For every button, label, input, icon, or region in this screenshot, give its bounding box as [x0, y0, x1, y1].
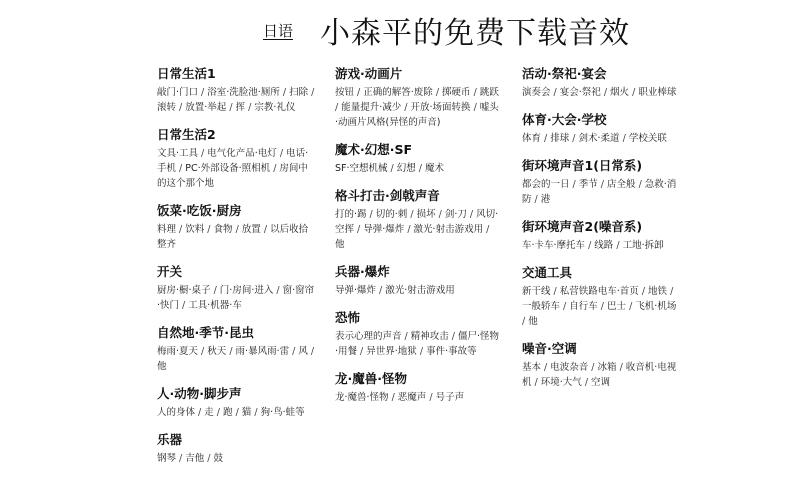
- category-title[interactable]: 乐器: [157, 432, 183, 447]
- subcategory-link[interactable]: 敲门·门口: [157, 87, 199, 98]
- subcategory-link[interactable]: 魔术: [425, 163, 445, 174]
- category-title[interactable]: 街环境声音2(噪音系): [522, 219, 643, 234]
- separator: /: [204, 453, 214, 464]
- separator: /: [226, 346, 236, 357]
- subcategory-link[interactable]: 扫除: [289, 87, 309, 98]
- subcategory-link[interactable]: 表示心理的声音: [335, 331, 402, 342]
- subcategory-link[interactable]: 风: [298, 346, 308, 357]
- subcategory-link[interactable]: 导弹·爆炸: [363, 224, 405, 235]
- subcategory-link[interactable]: 店全般: [607, 179, 636, 190]
- subcategory-list: [335, 85, 501, 130]
- separator: /: [569, 179, 579, 190]
- category-title[interactable]: 日常生活1: [157, 66, 216, 81]
- separator: /: [279, 87, 290, 98]
- separator: /: [667, 286, 674, 297]
- category-section: [522, 219, 682, 253]
- subcategory-link[interactable]: 猫: [241, 407, 252, 418]
- separator: /: [357, 346, 367, 357]
- separator: /: [597, 301, 608, 312]
- separator: /: [198, 148, 208, 159]
- category-title[interactable]: 活动·祭祀·宴会: [522, 66, 607, 81]
- subcategory-link[interactable]: 冰箱: [597, 362, 617, 373]
- category-title[interactable]: 开关: [157, 264, 183, 279]
- subcategory-link[interactable]: 电话·手机: [157, 148, 309, 174]
- separator: /: [176, 163, 186, 174]
- subcategory-link[interactable]: 切的·刺: [375, 209, 408, 220]
- category-column-3: [522, 66, 682, 402]
- subcategory-list: [157, 405, 317, 420]
- separator: /: [401, 331, 411, 342]
- separator: /: [232, 224, 242, 235]
- separator: /: [404, 224, 414, 235]
- separator: /: [629, 87, 639, 98]
- separator: /: [560, 301, 570, 312]
- separator: /: [232, 407, 242, 418]
- subcategory-link[interactable]: 职业棒球: [638, 87, 677, 98]
- subcategory-list: [157, 222, 317, 252]
- separator: /: [407, 209, 417, 220]
- separator: /: [204, 224, 214, 235]
- category-title[interactable]: 人·动物·脚步声: [157, 386, 242, 401]
- separator: /: [416, 346, 427, 357]
- subcategory-link[interactable]: 自行车: [569, 301, 598, 312]
- site-title: 小森平的免费下载音效: [320, 16, 630, 51]
- subcategory-link[interactable]: 港: [540, 194, 551, 205]
- separator: /: [581, 377, 592, 388]
- separator: /: [415, 163, 426, 174]
- separator: /: [276, 148, 287, 159]
- separator: /: [308, 87, 315, 98]
- subcategory-link[interactable]: 都会的一日: [522, 179, 570, 190]
- subcategory-list: [157, 283, 317, 313]
- subcategory-link[interactable]: 狗·鸟·蛙等: [260, 407, 305, 418]
- separator: /: [226, 102, 236, 113]
- subcategory-link[interactable]: 梅雨·夏天: [157, 346, 199, 357]
- separator: /: [585, 240, 595, 251]
- subcategory-link[interactable]: 雨·暴风雨·雷: [235, 346, 290, 357]
- subcategory-link[interactable]: 私营铁路电车·首页: [559, 286, 639, 297]
- subcategory-list: [522, 360, 682, 390]
- category-section: [522, 158, 682, 207]
- category-section: [157, 432, 317, 466]
- separator: /: [541, 362, 551, 373]
- separator: /: [260, 224, 271, 235]
- separator: /: [531, 194, 541, 205]
- separator: /: [376, 285, 386, 296]
- subcategory-link[interactable]: 急救·消防: [522, 179, 677, 205]
- subcategory-link[interactable]: 季节: [578, 179, 598, 190]
- site-header: [0, 8, 800, 56]
- subcategory-link[interactable]: 号子声: [435, 392, 465, 403]
- subcategory-link[interactable]: 跑: [223, 407, 233, 418]
- subcategory-link[interactable]: 电波杂音: [550, 362, 589, 373]
- subcategory-link[interactable]: 导弹·爆炸: [335, 285, 377, 296]
- category-title[interactable]: 游戏·动画片: [335, 66, 403, 81]
- subcategory-link[interactable]: 激光·射击游戏用: [413, 224, 484, 235]
- subcategory-link[interactable]: 走: [204, 407, 214, 418]
- category-title[interactable]: 日常生活2: [157, 127, 216, 142]
- subcategory-link[interactable]: 环境·大气: [540, 377, 582, 388]
- separator: /: [483, 224, 490, 235]
- subcategory-link[interactable]: 剑·刀: [444, 209, 467, 220]
- subcategory-link[interactable]: PC·外部设备·照相机: [185, 163, 271, 174]
- subcategory-link[interactable]: 剑术·柔道: [578, 133, 620, 144]
- separator: /: [638, 286, 649, 297]
- separator: /: [626, 301, 636, 312]
- subcategory-link[interactable]: 僵尸·怪物·用餐: [335, 331, 500, 357]
- category-section: [522, 112, 682, 146]
- subcategory-list: [335, 161, 501, 176]
- separator: /: [198, 346, 208, 357]
- category-section: [335, 371, 501, 405]
- subcategory-link[interactable]: 一般轿车: [522, 301, 561, 312]
- category-section: [157, 127, 317, 191]
- subcategory-link[interactable]: 龙·魔兽·怪物: [335, 392, 389, 403]
- separator: /: [432, 87, 443, 98]
- subcategory-link[interactable]: 巴士: [607, 301, 627, 312]
- separator: /: [270, 163, 280, 174]
- separator: /: [289, 346, 299, 357]
- category-title[interactable]: 噪音·空调: [522, 341, 577, 356]
- separator: /: [550, 286, 560, 297]
- category-column-1: [157, 66, 317, 478]
- subcategory-link[interactable]: 损坏: [416, 209, 436, 220]
- separator: /: [354, 224, 364, 235]
- separator: /: [176, 224, 186, 235]
- subcategory-link[interactable]: 按钮: [335, 87, 355, 98]
- subcategory-list: [157, 344, 317, 374]
- subcategory-link[interactable]: SF·空想机械: [335, 163, 388, 174]
- category-section: [522, 66, 682, 100]
- subcategory-link[interactable]: 地铁: [648, 286, 668, 297]
- subcategory-link[interactable]: 工具·机器·车: [188, 300, 242, 311]
- subcategory-link[interactable]: 事件·事故等: [426, 346, 477, 357]
- category-section: [522, 341, 682, 390]
- subcategory-link[interactable]: 开放·场面转换: [410, 102, 471, 113]
- subcategory-link[interactable]: 演奏会: [522, 87, 551, 98]
- subcategory-link[interactable]: 跳跃: [479, 87, 499, 98]
- subcategory-link[interactable]: 烟火: [610, 87, 630, 98]
- subcategory-link[interactable]: 嘘头·动画片风格(异怪的声音): [335, 102, 499, 128]
- subcategory-link[interactable]: 秋天: [207, 346, 227, 357]
- category-section: [335, 142, 501, 176]
- category-section: [335, 66, 501, 130]
- subcategory-link[interactable]: 以后收拾整齐: [157, 224, 309, 250]
- separator: /: [531, 377, 541, 388]
- subcategory-list: [335, 207, 501, 252]
- subcategory-link[interactable]: 浴室·洗脸池·厕所: [207, 87, 280, 98]
- category-section: [335, 264, 501, 298]
- subcategory-link[interactable]: 文具·工具: [157, 148, 199, 159]
- category-title[interactable]: 格斗打击·剑戟声音: [335, 188, 440, 203]
- subcategory-link[interactable]: 房间中的这个那个地: [157, 163, 308, 189]
- separator: /: [569, 133, 579, 144]
- separator: /: [335, 102, 342, 113]
- category-section: [335, 188, 501, 252]
- subcategory-link[interactable]: 掷硬币: [442, 87, 471, 98]
- separator: /: [597, 179, 608, 190]
- separator: /: [613, 240, 623, 251]
- subcategory-link[interactable]: 能量提升·减少: [341, 102, 402, 113]
- subcategory-link[interactable]: 放置: [241, 224, 261, 235]
- separator: /: [616, 362, 626, 373]
- separator: /: [307, 346, 315, 357]
- category-section: [157, 386, 317, 420]
- subcategory-link[interactable]: 激光·射击游戏用: [385, 285, 455, 296]
- separator: /: [176, 453, 186, 464]
- category-section: [157, 203, 317, 252]
- category-column-2: [335, 66, 501, 417]
- separator: /: [635, 179, 645, 190]
- subcategory-link[interactable]: 他: [157, 361, 167, 372]
- separator: /: [251, 407, 261, 418]
- separator: /: [354, 87, 364, 98]
- subcategory-link[interactable]: 门·房间·进入: [219, 285, 274, 296]
- subcategory-link[interactable]: 基本: [522, 362, 542, 373]
- language-link-japanese[interactable]: 日语: [263, 22, 294, 40]
- subcategory-list: [335, 329, 501, 359]
- subcategory-list: [522, 238, 682, 253]
- subcategory-link[interactable]: 风切·空挥: [335, 209, 499, 235]
- subcategory-link[interactable]: 异世界·地狱: [366, 346, 417, 357]
- separator: /: [179, 300, 189, 311]
- separator: /: [388, 392, 398, 403]
- subcategory-list: [522, 284, 682, 329]
- separator: /: [213, 407, 224, 418]
- category-title[interactable]: 自然地·季节·昆虫: [157, 325, 254, 340]
- subcategory-link[interactable]: 滚转: [157, 102, 177, 113]
- subcategory-link[interactable]: 精神攻击: [410, 331, 449, 342]
- separator: /: [401, 102, 411, 113]
- subcategory-list: [157, 451, 317, 466]
- subcategory-link[interactable]: 钢琴: [157, 453, 177, 464]
- separator: /: [541, 133, 551, 144]
- category-section: [157, 264, 317, 313]
- category-section: [157, 325, 317, 374]
- subcategory-link[interactable]: 学校关联: [628, 133, 667, 144]
- separator: /: [600, 87, 611, 98]
- subcategory-link[interactable]: 厨房·橱·桌子: [157, 285, 211, 296]
- subcategory-list: [522, 85, 682, 100]
- separator: /: [619, 133, 629, 144]
- subcategory-link[interactable]: 线路: [594, 240, 614, 251]
- separator: /: [466, 209, 477, 220]
- subcategory-link[interactable]: 空调: [591, 377, 611, 388]
- subcategory-list: [335, 390, 501, 405]
- separator: /: [273, 285, 283, 296]
- separator: /: [470, 87, 480, 98]
- separator: /: [448, 331, 459, 342]
- subcategory-link[interactable]: 窗·窗帘·快门: [157, 285, 315, 311]
- subcategory-list: [522, 131, 682, 146]
- separator: /: [470, 102, 480, 113]
- subcategory-link[interactable]: 幻想: [396, 163, 416, 174]
- separator: /: [245, 102, 255, 113]
- subcategory-link[interactable]: 饮料: [185, 224, 205, 235]
- category-title[interactable]: 体育·大会·学校: [522, 112, 607, 127]
- separator: /: [550, 87, 560, 98]
- category-title[interactable]: 魔术·幻想·SF: [335, 142, 413, 157]
- subcategory-link[interactable]: 放置·举起: [185, 102, 227, 113]
- subcategory-link[interactable]: 他: [528, 316, 538, 327]
- separator: /: [522, 316, 529, 327]
- subcategory-link[interactable]: 收音机·电视机: [522, 362, 677, 388]
- subcategory-link[interactable]: 宴会·祭祀: [559, 87, 601, 98]
- category-title[interactable]: 交通工具: [522, 265, 573, 280]
- subcategory-link[interactable]: 料理: [157, 224, 177, 235]
- category-title[interactable]: 街环境声音1(日常系): [522, 158, 643, 173]
- separator: /: [588, 362, 598, 373]
- category-title[interactable]: 恐怖: [335, 310, 361, 325]
- subcategory-link[interactable]: 正确的解答·废除: [363, 87, 433, 98]
- subcategory-link[interactable]: 车·卡车·摩托车: [522, 240, 586, 251]
- separator: /: [387, 163, 397, 174]
- subcategory-list: [335, 283, 501, 298]
- separator: /: [176, 102, 186, 113]
- subcategory-list: [157, 146, 317, 191]
- subcategory-link[interactable]: 体育: [522, 133, 542, 144]
- subcategory-list: [522, 177, 682, 207]
- separator: /: [435, 209, 445, 220]
- subcategory-link[interactable]: 恶魔声: [397, 392, 427, 403]
- subcategory-link[interactable]: 排球: [550, 133, 570, 144]
- subcategory-link[interactable]: 宗教·礼仪: [254, 102, 296, 113]
- category-title[interactable]: 兵器·爆炸: [335, 264, 390, 279]
- subcategory-link[interactable]: 食物: [213, 224, 233, 235]
- subcategory-link[interactable]: 吉他: [185, 453, 205, 464]
- subcategory-link[interactable]: 挥: [235, 102, 246, 113]
- separator: /: [366, 209, 376, 220]
- subcategory-link[interactable]: 飞机·机场: [635, 301, 677, 312]
- subcategory-link[interactable]: 电气化产品·电灯: [207, 148, 277, 159]
- category-section: [157, 66, 317, 115]
- separator: /: [195, 407, 205, 418]
- category-title[interactable]: 龙·魔兽·怪物: [335, 371, 407, 386]
- subcategory-link[interactable]: 人的身体: [157, 407, 196, 418]
- subcategory-link[interactable]: 鼓: [213, 453, 224, 464]
- subcategory-link[interactable]: 他: [335, 239, 345, 250]
- separator: /: [426, 392, 436, 403]
- separator: /: [198, 87, 208, 98]
- subcategory-link[interactable]: 工地·拆卸: [622, 240, 664, 251]
- category-section: [522, 265, 682, 329]
- category-title[interactable]: 饭菜·吃饭·厨房: [157, 203, 242, 218]
- subcategory-list: [157, 85, 317, 115]
- subcategory-link[interactable]: 打的·踢: [335, 209, 367, 220]
- separator: /: [210, 285, 220, 296]
- category-section: [335, 310, 501, 359]
- subcategory-link[interactable]: 新干线: [522, 286, 551, 297]
